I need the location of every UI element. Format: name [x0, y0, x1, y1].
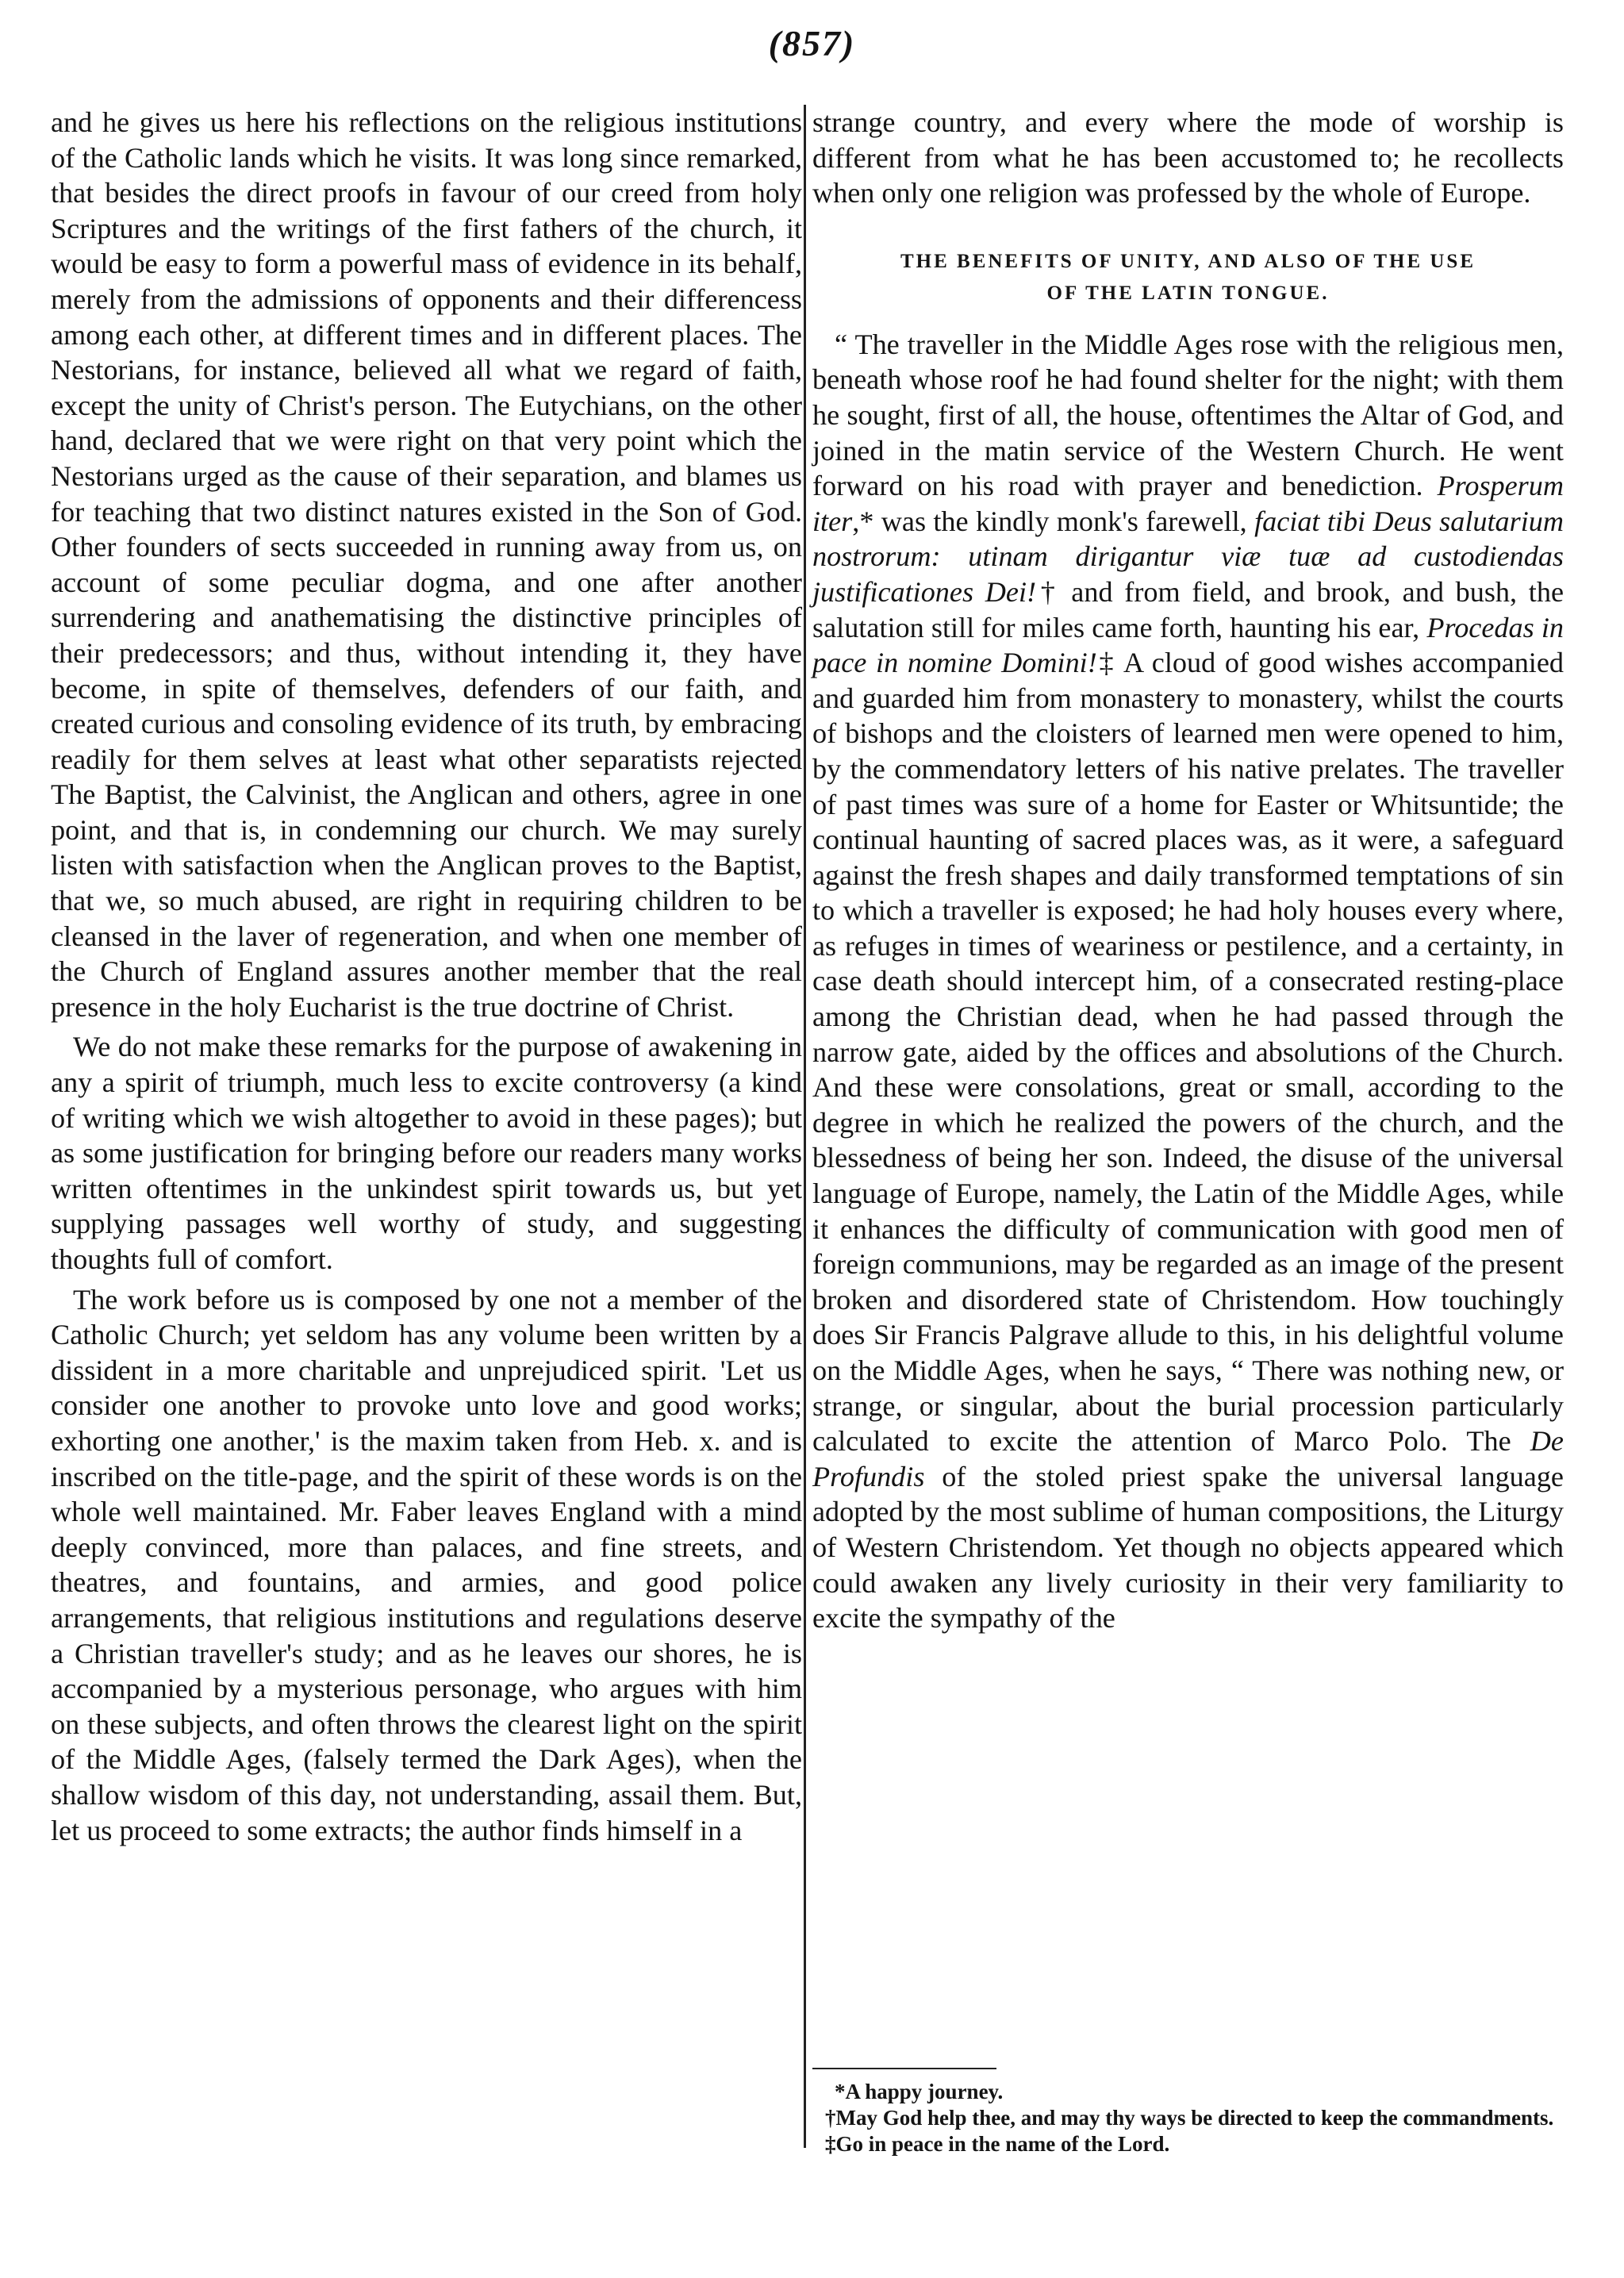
latin-phrase-1: Prosperum iter [812, 470, 1564, 537]
quote-text-c: † and from field, and brook, and bush, the salutation still for miles came forth, haunting his ear, [812, 575, 1564, 643]
page-number: (857) [768, 23, 856, 63]
section-heading-line-1: THE BENEFITS OF UNITY, AND ALSO OF THE USE [900, 250, 1476, 272]
left-paragraph-1: and he gives us here his reflections on the religious institutions of the Catholic lands which he visits. It was long since remarked, that besides the direct proofs in favour of our creed from holy Scriptures and the writings of the first fathers of the church, it would be easy to form a powerful mass of evidence in its behalf, merely from the admissions of opponents and their differencess among each other, at different times and in different places. The Nestorians, for instance, believed all what we regard of faith, except the unity of Christ's person. The Eutychians, on the other hand, declared that we were right on that very point which the Nestorians urged as the cause of their separation, and blames us for teaching that two distinct natures existed in the Son of God. Other founders of sects succeeded in running away from us, on account of some peculiar dogma, and one after another surrendering and anathematising the distinctive principles of their predecessors; and thus, without intending it, they have become, in spite of themselves, defenders of our faith, and created curious and consoling evidence of its truth, by embracing readily for them selves at least what other separatists rejected The Baptist, the Calvinist, the Anglican and others, agree in one point, and that is, in condemning our church. We may surely listen with satisfaction when the Anglican proves to the Baptist, that we, so much abused, are right in requiring children to be cleansed in the laver of regeneration, and when one member of the Church of England assures another member that the real presence in the holy Eucharist is the true doctrine of Christ. [51, 106, 802, 1023]
footnote-1: *A happy journey. [835, 2080, 1004, 2103]
footnote-2: †May God help thee, and may thy ways be directed to keep the commandments. [825, 2106, 1554, 2130]
footnote-rule [812, 2068, 996, 2069]
footnote-3: ‡Go in peace in the name of the Lord. [825, 2132, 1170, 2156]
section-heading-line-2: OF THE LATIN TONGUE. [1046, 282, 1330, 304]
quote-text-a: “ The traveller in the Middle Ages rose with the religious men, beneath whose roof he had found shelter for the night; with them he sought, first of all, the house, oftentimes the Altar of God, and joined in the matin service of the Western Church. He went forward on his road with prayer and benediction. [812, 328, 1564, 502]
section-heading [812, 246, 1564, 309]
left-paragraph-3: The work before us is composed by one not a member of the Catholic Church; yet seldom has any volume been written by a dissident in a more charitable and unprejudiced spirit. 'Let us consider one another to provoke unto love and good works; exhorting one another,' is the maxim taken from Heb. x. and is inscribed on the title-page, and the spirit of these words is on the whole well maintained. Mr. Faber leaves England with a mind deeply convinced, more than palaces, and fine streets, and theatres, and fountains, and armies, and good police arrangements, that religious institutions and regulations deserve a Christian traveller's study; and as he leaves our shores, he is accompanied by a mysterious personage, who argues with him on these subjects, and often throws the clearest light on the spirit of the Middle Ages, (falsely termed the Dark Ages), when the shallow wisdom of this day, not understanding, assail them. But, let us proceed to some extracts; the author finds himself in a [51, 1283, 802, 1846]
footnotes [812, 2079, 1564, 2157]
right-paragraph-2 [812, 327, 1564, 1636]
latin-phrase-2: faciat tibi Deus salutarium nostrorum: utinam dirigantur viæ tuæ ad custodiendas justificationes Dei! [812, 505, 1564, 608]
left-column [51, 105, 802, 1848]
latin-phrase-4: De Profundis [812, 1425, 1564, 1492]
left-paragraph-2: We do not make these remarks for the purpose of awakening in any a spirit of triumph, much less to excite controversy (a kind of writing which we wish altogether to avoid in these pages); but as some justification for bringing before our readers many works written oftentimes in the unkindest spirit towards us, but yet supplying passages well worthy of study, and suggesting thoughts full of comfort. [51, 1031, 802, 1275]
right-column [812, 105, 1564, 1636]
quote-text-e: of the stoled priest spake the universal language adopted by the most sublime of human compositions, the Liturgy of Western Christendom. Yet though no objects appeared which could awaken any lively curiosity in their very familiarity to excite the sympathy of the [812, 1460, 1564, 1635]
latin-phrase-3: Procedas in pace in nomine Domini! [812, 611, 1564, 679]
right-paragraph-1: strange country, and every where the mode of worship is different from what he has been accustomed to; he recollects when only one religion was professed by the whole of Europe. [812, 106, 1564, 209]
quote-text-b: ,* was the kindly monk's farewell, [852, 505, 1255, 537]
column-divider [804, 105, 806, 2148]
quote-text-d: ‡ A cloud of good wishes accompanied and guarded him from monastery to monastery, whilst the courts of bishops and the cloisters of learned men were opened to him, by the commendatory letters of his native prelates. The traveller of past times was sure of a home for Easter or Whitsuntide; the continual haunting of sacred places was, as it were, a safeguard against the fresh shapes and daily transformed temptations of sin to which a traveller is exposed; he had holy houses every where, as refuges in times of weariness or pestilence, and a certainty, in case death should intercept him, of a consecrated resting-place among the Christian dead, when he had passed through the narrow gate, aided by the offices and absolutions of the Church. And these were consolations, great or small, according to the degree in which he realized the powers of the church, and the blessedness of being her son. Indeed, the disuse of the universal language of Europe, namely, the Latin of the Middle Ages, while it enhances the difficulty of communication with good men of foreign communions, may be regarded as an image of the present broken and disordered state of Christendom. How touchingly does Sir Francis Palgrave allude to this, in his delightful volume on the Middle Ages, when he says, “ There was nothing new, or strange, or singular, about the burial procession particularly calculated to excite the attention of Marco Polo. The [812, 647, 1564, 1458]
